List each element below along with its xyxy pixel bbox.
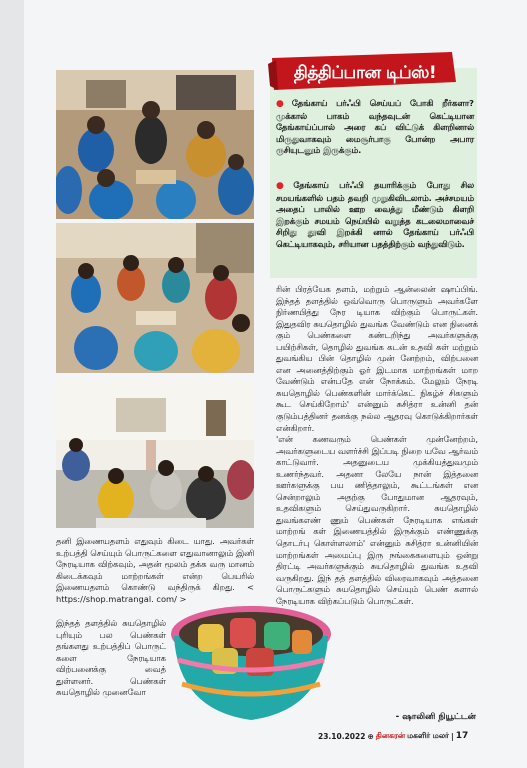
tip-item-2 xyxy=(276,180,474,251)
article-left-column-narrow xyxy=(56,618,166,699)
photo-woven-basket xyxy=(168,600,334,724)
page-footer xyxy=(318,731,480,741)
page-margin xyxy=(0,0,24,768)
article-left-column xyxy=(56,536,254,605)
tip-text: தேங்காய் பர்ஃபி தயாரிக்கும் போது சில சமயங்களில் பதம் தவறி முறுகிவிடலாம். அச்சமயம் அதைப் பாலில் ஊற வைத்து மீண்டும் கிளறி இறக்கும் சமயம் நெய்யில் வறுத்த கடலைமாவைச் சிறிது தூவி இறக்கி னால் தேங்காய் பர்ஃபி கெட்டியாகவும், சரியான பதத்திற்கும் வந்துவிடும். xyxy=(276,180,474,249)
bullet-icon: ● xyxy=(276,181,292,191)
article-paragraph: இந்தத் தளத்தில் சுயதொழில் புரியும் பல பெண்கள் தங்களது உற்பத்திப் பொருட் களை நேரடியாக விற்பனைக்கு வைத் துள்ளனர். பெண்கள் சுயதொழில் முனைவோ xyxy=(56,618,166,698)
tip-text: தேங்காய் பர்ஃபி செய்யப் போகி றீர்களா? முக்கால் பாகம் வந்தவுடன் கெட்டியான தேங்காய்ப்பால் அரை கப் விட்டுக் கிளறினால் மிருதுவாகவும் மைசூர்பாகு போன்ற அபார ருசியுடனும் இருக்கும். xyxy=(276,98,474,156)
article-paragraph: 'என் கணவரும் பெண்கள் முன்னேற்றம், அவர்களுடைய வளர்ச்சி இப்படி நிறை யவே ஆர்வம் காட்டுவார். அதனுடைய முக்கியத்துவமும் உணர்ந்தவர். அதனா லேயே நான் இத்தனை ஊர்களுக்கு பய ணித்தாலும், கூட்டங்கள் என சென்றாலும் அதற்கு போதுமான ஆதரவும், உதவிகளும் செய்துவருகிறார். சுயதொழில் துவங்கஎண் ணும் பெண்கள் நேரடியாக எங்கள் மாற்றங் கள் இணையத்தில் இருக்கும் எண்ணுக்கு தொடர்பு கொள்ளலாம்' என்னும் சுசித்ரா உன்னியின் மாற்றங்கள் அமைப்பு இரு நங்கைகளையும் ஒன்று திரட்டி அவர்களுக்கும் சுயதொழில் துவங்க உதவி வருகிறது. இந் தத் தளத்தில் விரைவாகவும் அத்தனை பொருட்களும் சுயதொழில் செய்யும் பெண் களால் நேரடியாக விற்கப்படும் பொருட்கள். xyxy=(276,434,478,606)
website-link[interactable]: < https://shop.matrangal. com/ > xyxy=(56,582,254,604)
tip-item-1 xyxy=(276,98,474,157)
page-number: 17 xyxy=(455,731,469,741)
bullet-icon: ● xyxy=(276,99,290,109)
issue-date: 23.10.2022 xyxy=(318,731,366,741)
article-right-column xyxy=(276,284,478,607)
tips-title: தித்திப்பான டிப்ஸ்! xyxy=(293,63,437,83)
photo-workshop-group xyxy=(56,70,254,219)
divider-icon: ⊕ xyxy=(367,731,374,741)
photo-women-circle xyxy=(56,223,254,373)
author-byline: - ஷாலினி நியூட்டன் xyxy=(395,712,476,722)
divider: | xyxy=(450,731,454,741)
article-paragraph: தனி இணையதளம் எதுவும் கிடை யாது. அவர்கள் உற்பத்தி செய்யும் பொருட்களை எதுவானாலும் இனி நேரடியாக விற்கவும், அதன் மூலம் தக்க வரு மானம் கிடைக்கவும் மாற்றங்கள் என்ற பெயரில் இணையதளம் கொண்டு வந்திருக் கிறது. xyxy=(56,536,254,593)
publication-brand: தினகரன் xyxy=(375,731,406,740)
section-name: மகளிர் மலர் xyxy=(407,731,449,740)
photo-seminar-hall xyxy=(56,380,254,528)
article-paragraph: ரின் பிரத்யேக தளம், மற்றும் ஆன்லைன் ஷாப்பிங். இந்தத் தளத்தில் ஒவ்வொரு பொருளும் அவர்களே நிர்ணயித்து நேர டியாக விற்கும் பொருட்கள். இதுதவிர சுயதொழில் துவங்க வேண்டும் என நினைக் கும் பெண்களை கண்டறிந்து அவர்களுக்கு பயிற்சிகள், தொழில் துவங்க கடன் உதவி கள் மற்றும் துவங்கிய பின் தொழில் முன் னேற்றம், விற்பனை என அனைத்திற்கும் ஓர் இடமாக மாற்றங்கள் மாற வேண்டும் என்பதே என் நோக்கம். மேலும் நேரடி சுயதொழில் பெண்களின் மார்க்கெட் நிகழ்ச் சிகளும் கூட செய்கிறோம்' என்னும் சுசித்ரா உன்னி தன் குடும்பத்தினர் தனக்கு நல்ல ஆதரவு கொடுக்கிறார்கள் என்கிறார். xyxy=(276,284,478,433)
